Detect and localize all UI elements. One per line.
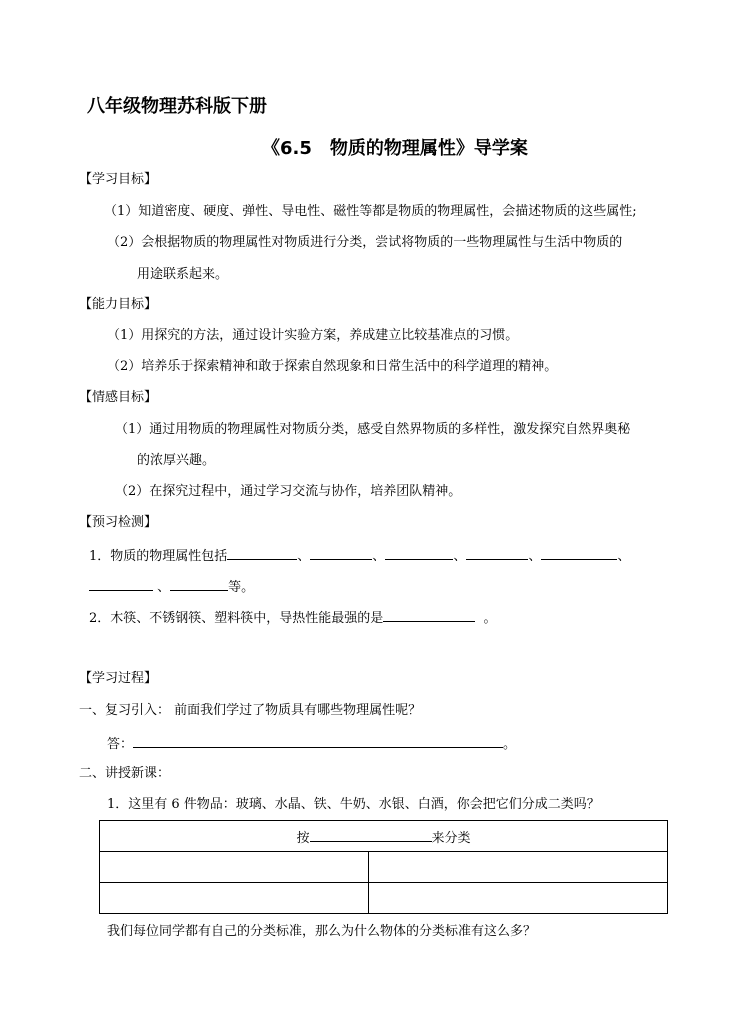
grade-title: 八年级物理苏科版下册 bbox=[87, 96, 267, 117]
lesson-title: 《6.5 物质的物理属性》导学案 bbox=[262, 138, 528, 159]
answer-blank[interactable] bbox=[310, 829, 432, 842]
answer-blank[interactable] bbox=[170, 578, 228, 591]
review-intro: 一、复习引入： 前面我们学过了物质具有哪些物理属性呢？ bbox=[79, 703, 422, 718]
answer-blank[interactable] bbox=[133, 735, 503, 748]
table-header-cell bbox=[100, 821, 668, 852]
emotion-goals-heading: 【情感目标】 bbox=[79, 390, 158, 405]
table-cell[interactable] bbox=[100, 883, 369, 914]
study-process-heading: 【学习过程】 bbox=[79, 671, 158, 686]
question-text: 。 bbox=[483, 611, 497, 626]
answer-blank[interactable] bbox=[541, 547, 617, 560]
emotion-goal-item: （2）在探究过程中，通过学习交流与协作，培养团队精神。 bbox=[115, 484, 462, 499]
answer-blank[interactable] bbox=[466, 547, 528, 560]
study-goal-item: （1）知道密度、硬度、弹性、导电性、磁性等都是物质的物理属性，会描述物质的这些属性; bbox=[104, 204, 637, 219]
separator: 、 bbox=[157, 580, 171, 595]
answer-blank[interactable] bbox=[385, 547, 453, 560]
question-text: 1．物质的物理属性包括 bbox=[89, 549, 228, 564]
classification-table bbox=[99, 820, 668, 914]
separator: 、 bbox=[617, 549, 631, 564]
table-cell[interactable] bbox=[369, 852, 668, 883]
table-cell[interactable] bbox=[100, 852, 369, 883]
table-header-suffix: 来分类 bbox=[431, 830, 471, 846]
ability-goal-item: （1）用探究的方法，通过设计实验方案，养成建立比较基准点的习惯。 bbox=[107, 328, 519, 343]
emotion-goal-item: 的浓厚兴趣。 bbox=[137, 453, 216, 468]
separator: 、 bbox=[453, 549, 467, 564]
answer-blank[interactable] bbox=[89, 578, 153, 591]
classification-question: 1．这里有 6 件物品：玻璃、水晶、铁、牛奶、水银、白酒，你会把它们分成二类吗？ bbox=[107, 797, 600, 812]
ability-goals-heading: 【能力目标】 bbox=[79, 297, 158, 312]
separator: 、 bbox=[297, 549, 311, 564]
question-text: 2．木筷、不锈钢筷、塑料筷中，导热性能最强的是 bbox=[89, 611, 384, 626]
answer-end: 。 bbox=[503, 737, 517, 752]
table-header-prefix: 按 bbox=[296, 830, 310, 846]
review-answer bbox=[107, 735, 516, 753]
preview-question-1 bbox=[89, 547, 630, 565]
study-goal-item: （2）会根据物质的物理属性对物质进行分类，尝试将物质的一些物理属性与生活中物质的 bbox=[107, 235, 623, 250]
ability-goal-item: （2）培养乐于探索精神和敢于探索自然现象和日常生活中的科学道理的精神。 bbox=[107, 359, 558, 374]
closing-question: 我们每位同学都有自己的分类标准，那么为什么物体的分类标准有这么多？ bbox=[107, 924, 537, 939]
study-goals-heading: 【学习目标】 bbox=[79, 172, 158, 187]
separator: 、 bbox=[372, 549, 386, 564]
answer-blank[interactable] bbox=[227, 547, 297, 560]
preview-question-2 bbox=[89, 609, 497, 627]
answer-blank[interactable] bbox=[310, 547, 372, 560]
table-cell[interactable] bbox=[369, 883, 668, 914]
new-lesson-heading: 二、讲授新课： bbox=[79, 766, 171, 781]
answer-blank[interactable] bbox=[383, 609, 475, 622]
study-goal-item: 用途联系起来。 bbox=[137, 267, 229, 282]
preview-question-1-cont bbox=[89, 578, 254, 596]
table-row bbox=[100, 821, 668, 852]
table-row bbox=[100, 883, 668, 914]
answer-label: 答： bbox=[107, 737, 134, 752]
question-text: 等。 bbox=[228, 580, 255, 595]
preview-check-heading: 【预习检测】 bbox=[79, 515, 158, 530]
separator: 、 bbox=[528, 549, 542, 564]
table-row bbox=[100, 852, 668, 883]
emotion-goal-item: （1）通过用物质的物理属性对物质分类，感受自然界物质的多样性，激发探究自然界奥秘 bbox=[115, 422, 631, 437]
